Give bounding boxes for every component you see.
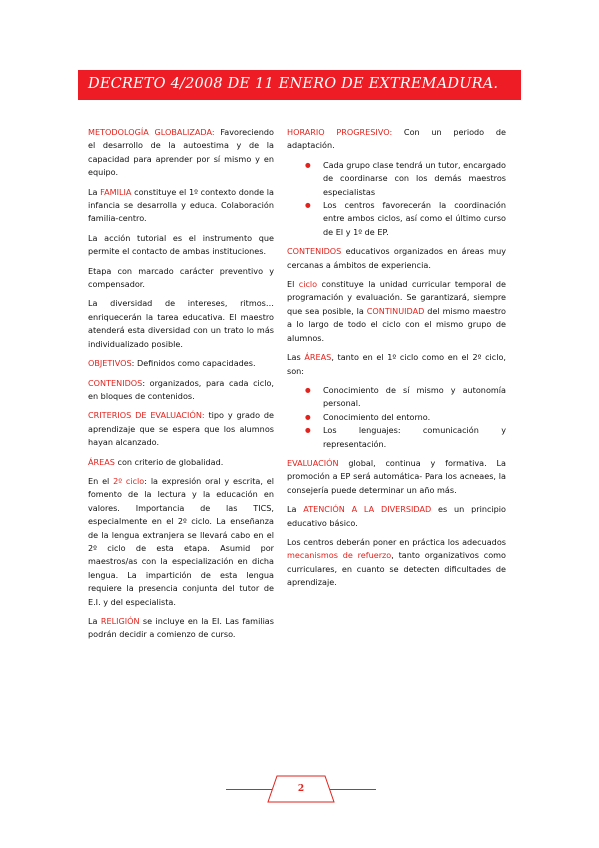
- text-segundo-ciclo: : la expresión oral y escrita, el fomento de la lectura y la educación en valores. Importancia de las TICS, especialmente en el 2º ciclo. La enseñanza de la lengua extranjera se llevará cabo en el 2º ciclo de esta etapa. Asumid por maestros/as con la especialización en dicha lengua. La impartición de esta lengua requiere la presencia conjunta del tutor de E.I. y del especialista.: [88, 475, 275, 607]
- bullet-list-tutores: [287, 159, 506, 239]
- paragraph-refuerzo: [287, 536, 506, 590]
- text-metodologia: Favoreciendo el desarrollo de la autoestima y de la capacidad para aprender por sí mismo y en equipo.: [88, 127, 274, 178]
- paragraph-contenidos: [88, 377, 274, 404]
- label-metodologia: METODOLOGÍA GLOBALIZADA:: [88, 127, 215, 137]
- text-contenidos-educativos: educativos organizados en áreas muy cercanas a ámbitos de experiencia.: [287, 246, 506, 270]
- list-item: ● Cada grupo clase tendrá un tutor, encargado de coordinarse con los demás maestros especialistas: [323, 159, 506, 199]
- paragraph-areas: [88, 456, 274, 469]
- list-item: ● Los lenguajes: comunicación y representación.: [323, 424, 506, 451]
- text-refuerzo: , tanto organizativos como curriculares, en cuanto se detecten dificultades de aprendizaje.: [287, 550, 506, 588]
- page-title: DECRETO 4/2008 DE 11 ENERO DE EXTREMADURA.: [88, 76, 499, 92]
- text-refuerzo-pre: Los centros deberán poner en práctica los adecuados: [287, 536, 506, 547]
- text-ciclo-mid: constituye la unidad curricular temporal de programación y evaluación. Se garantizará, siempre que sea posible, la: [287, 279, 507, 316]
- list-item: ● Los centros favorecerán la coordinación entre ambos ciclos, así como el último curso de EI y 1º de EP.: [323, 199, 506, 239]
- label-objetivos: OBJETIVOS: [88, 358, 132, 369]
- paragraph-objetivos: [88, 357, 274, 370]
- paragraph-accion-tutorial: La acción tutorial es el instrumento que permite el contacto de ambas instituciones.: [88, 232, 274, 257]
- label-religion: RELIGIÓN: [100, 616, 140, 626]
- label-contenidos: CONTENIDOS: [88, 377, 143, 388]
- paragraph-segundo-ciclo: [88, 475, 274, 609]
- title-banner: [78, 70, 521, 100]
- paragraph-criterios: [88, 409, 274, 449]
- bullet-list-areas: [287, 384, 506, 451]
- text-horario: Con un periodo de adaptación.: [287, 127, 506, 151]
- text-evaluacion: global, continua y formativa. La promoción a EP será automática- Para los acneaes, la consejería puede determinar un año más.: [287, 457, 506, 495]
- text-areas-pre: Las: [287, 352, 305, 363]
- paragraph-horario: [287, 126, 506, 153]
- paragraph-metodologia: [88, 126, 274, 180]
- left-column: [88, 126, 274, 648]
- paragraph-evaluacion: [287, 457, 506, 497]
- text-contenidos: : organizados, para cada ciclo, en bloques de contenidos.: [88, 377, 274, 401]
- text-ciclo-pre: En el: [88, 475, 114, 486]
- text-atencion-diversidad: es un principio educativo básico.: [287, 504, 506, 528]
- label-familia: FAMILIA: [100, 186, 132, 197]
- paragraph-atencion-diversidad: [287, 503, 506, 530]
- label-evaluacion: EVALUACIÓN: [287, 457, 339, 468]
- text-religion-pre: La: [88, 616, 101, 626]
- paragraph-religion: [88, 615, 274, 642]
- text-objetivos: : Definidos como capacidades.: [131, 358, 256, 369]
- text-familia-pre: La: [88, 186, 101, 197]
- text-criterios: tipo y grado de aprendizaje que se espera que los alumnos hayan alcanzado.: [88, 410, 275, 448]
- text-ciclo-intro: El: [287, 279, 299, 290]
- text-religion: se incluye en la EI. Las familias podrán decidir a comienzo de curso.: [88, 616, 274, 640]
- text-areas-ciclos: , tanto en el 1º ciclo como en el 2º ciclo, son:: [287, 352, 506, 376]
- paragraph-ciclo: [287, 278, 506, 345]
- text-atencion-pre: La: [287, 504, 304, 515]
- page-footer: [226, 771, 376, 807]
- right-column: [287, 126, 506, 596]
- label-atencion-diversidad: ATENCIÓN A LA DIVERSIDAD: [303, 504, 432, 515]
- text-familia: constituye el 1º contexto donde la infancia se desarrolla y educa. Colaboración familia-centro.: [88, 186, 275, 224]
- label-continuidad: CONTINUIDAD: [366, 305, 425, 316]
- label-horario: HORARIO PROGRESIVO:: [287, 127, 393, 137]
- paragraph-etapa: Etapa con marcado carácter preventivo y compensador.: [88, 265, 274, 290]
- text-ciclo: del mismo maestro a lo largo de todo el ciclo con el mismo grupo de alumnos.: [287, 305, 506, 343]
- label-areas-ciclos: ÁREAS: [304, 352, 332, 363]
- list-item: ● Conocimiento de sí mismo y autonomía personal.: [323, 384, 506, 411]
- list-item: ● Conocimiento del entorno.: [323, 411, 506, 424]
- label-criterios: CRITERIOS DE EVALUACIÓN:: [88, 410, 205, 421]
- label-refuerzo: mecanismos de refuerzo: [287, 550, 392, 561]
- page-number-badge: [267, 775, 335, 803]
- page-number: 2: [297, 784, 305, 794]
- text-areas: con criterio de globalidad.: [114, 456, 224, 467]
- paragraph-diversidad: La diversidad de intereses, ritmos… enriquecerán la tarea educativa. El maestro atenderá esta diversidad con un trato lo más individualizado posible.: [88, 298, 274, 349]
- label-ciclo: ciclo: [298, 279, 318, 290]
- label-contenidos-educativos: CONTENIDOS: [287, 246, 342, 257]
- label-areas: ÁREAS: [88, 456, 115, 467]
- paragraph-familia: [88, 186, 274, 226]
- paragraph-contenidos-educativos: [287, 245, 506, 272]
- label-segundo-ciclo: 2º ciclo: [113, 475, 145, 486]
- paragraph-areas-ciclos: [287, 351, 506, 378]
